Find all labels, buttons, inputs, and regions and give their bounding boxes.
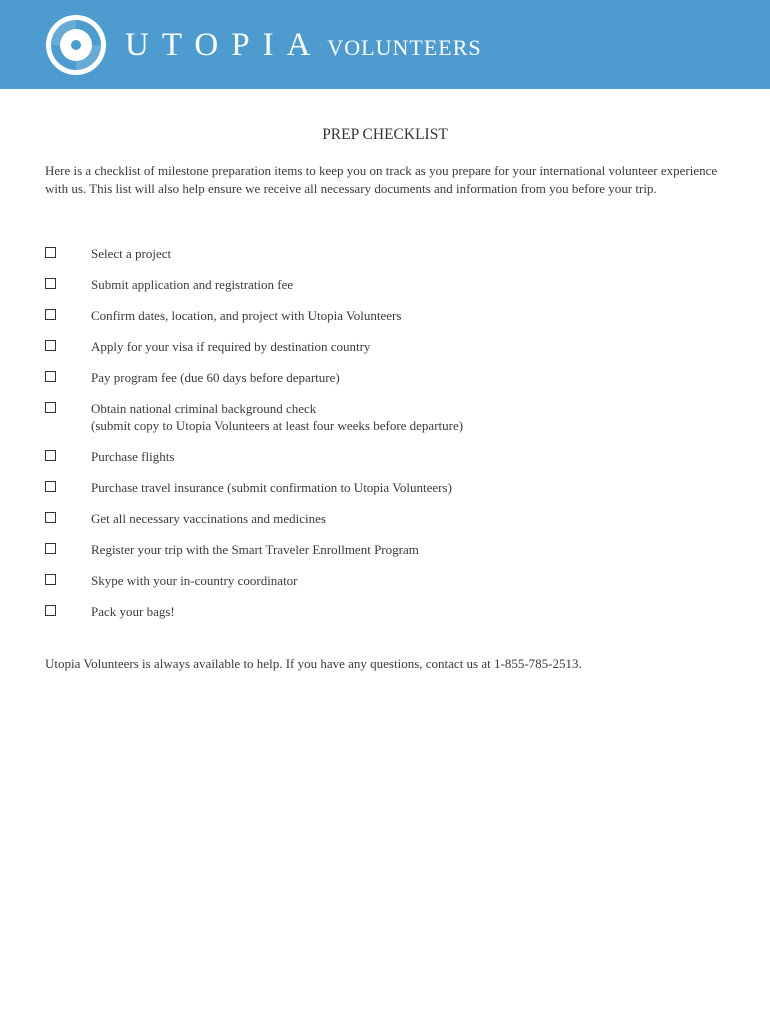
checkbox[interactable] (45, 278, 56, 289)
page-title: PREP CHECKLIST (322, 126, 448, 143)
checklist-item-label: Purchase travel insurance (submit confirmation to Utopia Volunteers) (91, 480, 452, 495)
checklist-item-label: Submit application and registration fee (91, 277, 294, 292)
swirl-logo-icon (45, 14, 107, 76)
checklist-item-note: (submit copy to Utopia Volunteers at least four weeks before departure) (91, 418, 464, 433)
brand-subtitle: VOLUNTEERS (327, 35, 482, 60)
header-banner (0, 0, 770, 89)
checklist-item-label: Get all necessary vaccinations and medicines (91, 511, 326, 526)
checkbox[interactable] (45, 371, 56, 382)
checkbox[interactable] (45, 605, 56, 616)
checklist-item-label: Purchase flights (91, 449, 175, 464)
checkbox[interactable] (45, 402, 56, 413)
contact-footer: Utopia Volunteers is always available to help. If you have any questions, contact us at 1-855-785-2513. (45, 656, 582, 671)
checkbox[interactable] (45, 309, 56, 320)
brand-name: UTOPIA (125, 27, 324, 63)
checkbox[interactable] (45, 481, 56, 492)
checklist-item-label: Confirm dates, location, and project with Utopia Volunteers (91, 308, 402, 323)
checkbox[interactable] (45, 340, 56, 351)
checklist-item-label: Apply for your visa if required by destination country (91, 339, 371, 354)
checkbox[interactable] (45, 543, 56, 554)
checkbox[interactable] (45, 450, 56, 461)
checklist-item-label: Select a project (91, 246, 172, 261)
checkbox[interactable] (45, 247, 56, 258)
checklist-item-label: Register your trip with the Smart Traveler Enrollment Program (91, 542, 419, 557)
checkbox[interactable] (45, 574, 56, 585)
intro-paragraph: Here is a checklist of milestone preparation items to keep you on track as you prepare for your international volunteer experience with us. This list will also help ensure we receive all necessary documents and information from you before your trip. (45, 163, 718, 196)
checklist-item-label: Skype with your in-country coordinator (91, 573, 298, 588)
checklist-item-label: Pay program fee (due 60 days before departure) (91, 370, 340, 385)
checklist-item-label: Obtain national criminal background check (91, 401, 317, 416)
checkbox[interactable] (45, 512, 56, 523)
checklist-item-label: Pack your bags! (91, 604, 175, 619)
brand-wordmark (125, 27, 482, 64)
